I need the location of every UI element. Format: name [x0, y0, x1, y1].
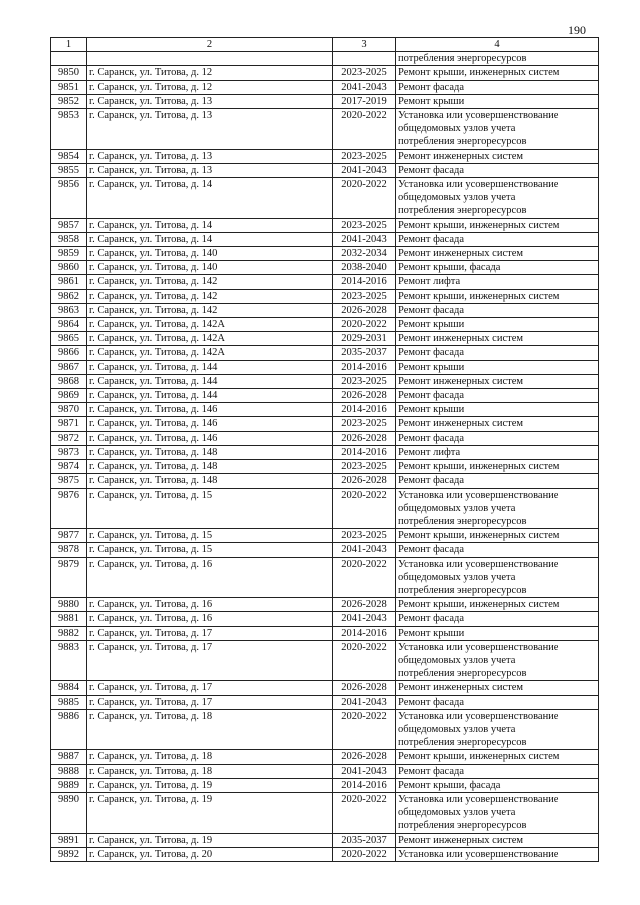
row-address: г. Саранск, ул. Титова, д. 17	[87, 681, 333, 695]
row-work-type: Ремонт крыши, фасада	[396, 261, 599, 275]
row-number: 9868	[51, 374, 87, 388]
row-address: г. Саранск, ул. Титова, д. 13	[87, 94, 333, 108]
row-period: 2014-2016	[333, 360, 396, 374]
row-number: 9872	[51, 431, 87, 445]
row-address: г. Саранск, ул. Титова, д. 19	[87, 778, 333, 792]
row-period: 2038-2040	[333, 261, 396, 275]
column-header-1: 1	[51, 38, 87, 52]
row-work-type: Установка или усовершенствование общедомовых узлов учета потребления энергоресурсов	[396, 488, 599, 529]
row-number: 9853	[51, 109, 87, 150]
row-number: 9865	[51, 332, 87, 346]
row-work-type: Установка или усовершенствование общедомовых узлов учета потребления энергоресурсов	[396, 109, 599, 150]
row-work-type: Ремонт инженерных систем	[396, 374, 599, 388]
continuation-cell	[333, 52, 396, 66]
row-address: г. Саранск, ул. Титова, д. 17	[87, 626, 333, 640]
row-period: 2026-2028	[333, 681, 396, 695]
row-number: 9881	[51, 612, 87, 626]
row-number: 9873	[51, 445, 87, 459]
continuation-row	[51, 52, 599, 66]
row-period: 2041-2043	[333, 612, 396, 626]
table-row	[51, 360, 599, 374]
row-number: 9888	[51, 764, 87, 778]
row-number: 9869	[51, 389, 87, 403]
table-row	[51, 764, 599, 778]
table-row	[51, 695, 599, 709]
row-number: 9860	[51, 261, 87, 275]
table-row	[51, 261, 599, 275]
row-period: 2020-2022	[333, 847, 396, 861]
header-row	[51, 38, 599, 52]
row-work-type: Ремонт крыши	[396, 626, 599, 640]
table-row	[51, 403, 599, 417]
table-row	[51, 557, 599, 598]
row-period: 2026-2028	[333, 750, 396, 764]
row-address: г. Саранск, ул. Титова, д. 12	[87, 66, 333, 80]
row-number: 9874	[51, 460, 87, 474]
row-work-type: Ремонт фасада	[396, 543, 599, 557]
row-number: 9886	[51, 709, 87, 750]
row-work-type: Ремонт фасада	[396, 80, 599, 94]
row-address: г. Саранск, ул. Титова, д. 19	[87, 833, 333, 847]
row-work-type: Ремонт фасада	[396, 303, 599, 317]
table-row	[51, 488, 599, 529]
row-work-type: Ремонт инженерных систем	[396, 833, 599, 847]
table-row	[51, 275, 599, 289]
row-period: 2014-2016	[333, 275, 396, 289]
row-number: 9850	[51, 66, 87, 80]
row-number: 9878	[51, 543, 87, 557]
continuation-cell	[87, 52, 333, 66]
row-address: г. Саранск, ул. Титова, д. 148	[87, 474, 333, 488]
table-row	[51, 543, 599, 557]
row-number: 9870	[51, 403, 87, 417]
row-period: 2041-2043	[333, 543, 396, 557]
row-work-type: Ремонт инженерных систем	[396, 149, 599, 163]
row-period: 2020-2022	[333, 178, 396, 219]
table-row	[51, 149, 599, 163]
table-row	[51, 163, 599, 177]
row-address: г. Саранск, ул. Титова, д. 13	[87, 163, 333, 177]
row-period: 2026-2028	[333, 474, 396, 488]
row-address: г. Саранск, ул. Титова, д. 144	[87, 374, 333, 388]
row-number: 9852	[51, 94, 87, 108]
row-work-type: Ремонт крыши	[396, 360, 599, 374]
row-number: 9883	[51, 640, 87, 681]
row-address: г. Саранск, ул. Титова, д. 140	[87, 261, 333, 275]
continuation-text: потребления энергоресурсов	[396, 52, 599, 66]
row-address: г. Саранск, ул. Титова, д. 16	[87, 598, 333, 612]
row-work-type: Установка или усовершенствование общедомовых узлов учета потребления энергоресурсов	[396, 178, 599, 219]
table-row	[51, 109, 599, 150]
row-address: г. Саранск, ул. Титова, д. 17	[87, 640, 333, 681]
repair-schedule-table	[50, 37, 599, 862]
row-number: 9876	[51, 488, 87, 529]
row-period: 2014-2016	[333, 403, 396, 417]
column-header-3: 3	[333, 38, 396, 52]
row-work-type: Ремонт лифта	[396, 275, 599, 289]
row-number: 9862	[51, 289, 87, 303]
row-work-type: Ремонт крыши	[396, 403, 599, 417]
row-address: г. Саранск, ул. Титова, д. 14	[87, 178, 333, 219]
table-row	[51, 445, 599, 459]
row-address: г. Саранск, ул. Титова, д. 146	[87, 403, 333, 417]
row-work-type: Установка или усовершенствование общедомовых узлов учета потребления энергоресурсов	[396, 640, 599, 681]
row-number: 9854	[51, 149, 87, 163]
row-period: 2014-2016	[333, 778, 396, 792]
row-number: 9875	[51, 474, 87, 488]
table-row	[51, 612, 599, 626]
row-number: 9884	[51, 681, 87, 695]
row-number: 9882	[51, 626, 87, 640]
row-period: 2035-2037	[333, 833, 396, 847]
row-work-type: Ремонт фасада	[396, 474, 599, 488]
table-row	[51, 417, 599, 431]
row-number: 9855	[51, 163, 87, 177]
row-period: 2020-2022	[333, 709, 396, 750]
table-row	[51, 640, 599, 681]
row-period: 2035-2037	[333, 346, 396, 360]
row-number: 9879	[51, 557, 87, 598]
row-period: 2026-2028	[333, 431, 396, 445]
row-address: г. Саранск, ул. Титова, д. 16	[87, 612, 333, 626]
row-period: 2026-2028	[333, 389, 396, 403]
table-row	[51, 346, 599, 360]
row-work-type: Ремонт инженерных систем	[396, 681, 599, 695]
row-number: 9856	[51, 178, 87, 219]
row-address: г. Саранск, ул. Титова, д. 15	[87, 488, 333, 529]
row-work-type: Ремонт крыши, инженерных систем	[396, 529, 599, 543]
row-address: г. Саранск, ул. Титова, д. 15	[87, 529, 333, 543]
table-row	[51, 750, 599, 764]
table-row	[51, 389, 599, 403]
row-work-type: Ремонт лифта	[396, 445, 599, 459]
table-row	[51, 247, 599, 261]
row-period: 2041-2043	[333, 80, 396, 94]
row-number: 9877	[51, 529, 87, 543]
row-number: 9891	[51, 833, 87, 847]
row-address: г. Саранск, ул. Титова, д. 144	[87, 389, 333, 403]
row-address: г. Саранск, ул. Титова, д. 142	[87, 289, 333, 303]
row-number: 9864	[51, 318, 87, 332]
row-work-type: Ремонт крыши, инженерных систем	[396, 750, 599, 764]
row-work-type: Установка или усовершенствование	[396, 847, 599, 861]
column-header-4: 4	[396, 38, 599, 52]
row-period: 2020-2022	[333, 640, 396, 681]
table-row	[51, 178, 599, 219]
row-work-type: Ремонт фасада	[396, 695, 599, 709]
row-number: 9887	[51, 750, 87, 764]
table-body	[51, 52, 599, 862]
row-work-type: Установка или усовершенствование общедомовых узлов учета потребления энергоресурсов	[396, 557, 599, 598]
row-period: 2017-2019	[333, 94, 396, 108]
row-work-type: Ремонт инженерных систем	[396, 247, 599, 261]
row-work-type: Ремонт фасада	[396, 163, 599, 177]
table-row	[51, 792, 599, 833]
table-row	[51, 598, 599, 612]
row-address: г. Саранск, ул. Титова, д. 18	[87, 750, 333, 764]
table-row	[51, 232, 599, 246]
row-period: 2014-2016	[333, 445, 396, 459]
row-period: 2020-2022	[333, 792, 396, 833]
row-period: 2032-2034	[333, 247, 396, 261]
row-address: г. Саранск, ул. Титова, д. 15	[87, 543, 333, 557]
row-period: 2023-2025	[333, 66, 396, 80]
row-period: 2023-2025	[333, 374, 396, 388]
column-header-2: 2	[87, 38, 333, 52]
row-work-type: Ремонт фасада	[396, 232, 599, 246]
table-row	[51, 431, 599, 445]
table-row	[51, 66, 599, 80]
row-period: 2041-2043	[333, 232, 396, 246]
table-row	[51, 847, 599, 861]
row-number: 9851	[51, 80, 87, 94]
row-period: 2023-2025	[333, 529, 396, 543]
row-work-type: Ремонт фасада	[396, 431, 599, 445]
row-work-type: Ремонт крыши, фасада	[396, 778, 599, 792]
row-work-type: Установка или усовершенствование общедомовых узлов учета потребления энергоресурсов	[396, 709, 599, 750]
row-work-type: Ремонт крыши	[396, 94, 599, 108]
row-number: 9885	[51, 695, 87, 709]
row-period: 2023-2025	[333, 149, 396, 163]
table-row	[51, 709, 599, 750]
row-address: г. Саранск, ул. Титова, д. 19	[87, 792, 333, 833]
row-work-type: Ремонт фасада	[396, 346, 599, 360]
row-number: 9890	[51, 792, 87, 833]
row-address: г. Саранск, ул. Титова, д. 140	[87, 247, 333, 261]
row-period: 2026-2028	[333, 303, 396, 317]
table-row	[51, 332, 599, 346]
table-row	[51, 303, 599, 317]
row-number: 9863	[51, 303, 87, 317]
row-address: г. Саранск, ул. Титова, д. 146	[87, 417, 333, 431]
row-number: 9858	[51, 232, 87, 246]
table-row	[51, 318, 599, 332]
row-work-type: Установка или усовершенствование общедомовых узлов учета потребления энергоресурсов	[396, 792, 599, 833]
row-address: г. Саранск, ул. Титова, д. 16	[87, 557, 333, 598]
table-row	[51, 80, 599, 94]
row-period: 2020-2022	[333, 109, 396, 150]
row-number: 9889	[51, 778, 87, 792]
row-number: 9866	[51, 346, 87, 360]
row-period: 2023-2025	[333, 417, 396, 431]
table-row	[51, 374, 599, 388]
row-address: г. Саранск, ул. Титова, д. 148	[87, 460, 333, 474]
row-work-type: Ремонт инженерных систем	[396, 417, 599, 431]
row-period: 2023-2025	[333, 460, 396, 474]
row-address: г. Саранск, ул. Титова, д. 13	[87, 149, 333, 163]
table-row	[51, 626, 599, 640]
row-period: 2020-2022	[333, 557, 396, 598]
row-address: г. Саранск, ул. Титова, д. 142А	[87, 318, 333, 332]
continuation-cell	[51, 52, 87, 66]
row-address: г. Саранск, ул. Титова, д. 142А	[87, 346, 333, 360]
row-period: 2023-2025	[333, 218, 396, 232]
row-work-type: Ремонт инженерных систем	[396, 332, 599, 346]
row-period: 2026-2028	[333, 598, 396, 612]
row-address: г. Саранск, ул. Титова, д. 17	[87, 695, 333, 709]
row-number: 9859	[51, 247, 87, 261]
row-address: г. Саранск, ул. Титова, д. 142	[87, 275, 333, 289]
row-address: г. Саранск, ул. Титова, д. 142	[87, 303, 333, 317]
row-work-type: Ремонт крыши, инженерных систем	[396, 598, 599, 612]
table-row	[51, 529, 599, 543]
row-number: 9857	[51, 218, 87, 232]
row-period: 2020-2022	[333, 318, 396, 332]
row-address: г. Саранск, ул. Титова, д. 148	[87, 445, 333, 459]
row-address: г. Саранск, ул. Титова, д. 13	[87, 109, 333, 150]
row-work-type: Ремонт фасада	[396, 389, 599, 403]
row-number: 9892	[51, 847, 87, 861]
row-address: г. Саранск, ул. Титова, д. 146	[87, 431, 333, 445]
table-row	[51, 778, 599, 792]
row-work-type: Ремонт фасада	[396, 612, 599, 626]
row-address: г. Саранск, ул. Титова, д. 14	[87, 218, 333, 232]
row-address: г. Саранск, ул. Титова, д. 12	[87, 80, 333, 94]
row-number: 9861	[51, 275, 87, 289]
row-work-type: Ремонт крыши, инженерных систем	[396, 460, 599, 474]
row-address: г. Саранск, ул. Титова, д. 20	[87, 847, 333, 861]
row-period: 2020-2022	[333, 488, 396, 529]
table-row	[51, 460, 599, 474]
row-number: 9871	[51, 417, 87, 431]
row-address: г. Саранск, ул. Титова, д. 18	[87, 764, 333, 778]
row-period: 2041-2043	[333, 695, 396, 709]
row-work-type: Ремонт крыши, инженерных систем	[396, 218, 599, 232]
table-row	[51, 474, 599, 488]
row-address: г. Саранск, ул. Титова, д. 18	[87, 709, 333, 750]
row-address: г. Саранск, ул. Титова, д. 142А	[87, 332, 333, 346]
table-row	[51, 94, 599, 108]
page-number: 190	[568, 23, 586, 37]
row-address: г. Саранск, ул. Титова, д. 144	[87, 360, 333, 374]
row-work-type: Ремонт крыши	[396, 318, 599, 332]
row-period: 2014-2016	[333, 626, 396, 640]
row-work-type: Ремонт фасада	[396, 764, 599, 778]
row-number: 9867	[51, 360, 87, 374]
row-work-type: Ремонт крыши, инженерных систем	[396, 289, 599, 303]
row-work-type: Ремонт крыши, инженерных систем	[396, 66, 599, 80]
row-period: 2023-2025	[333, 289, 396, 303]
table-header	[51, 38, 599, 52]
row-period: 2041-2043	[333, 163, 396, 177]
row-number: 9880	[51, 598, 87, 612]
row-address: г. Саранск, ул. Титова, д. 14	[87, 232, 333, 246]
table-row	[51, 833, 599, 847]
table-row	[51, 218, 599, 232]
table-row	[51, 681, 599, 695]
row-period: 2029-2031	[333, 332, 396, 346]
table-row	[51, 289, 599, 303]
row-period: 2041-2043	[333, 764, 396, 778]
